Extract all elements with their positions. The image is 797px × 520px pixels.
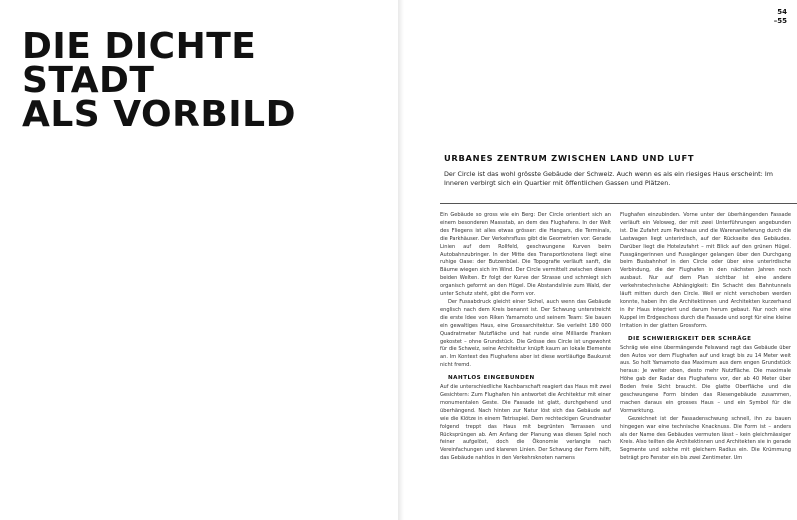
text-column-left — [440, 212, 611, 463]
page-number-end: –55 — [773, 17, 787, 25]
divider — [440, 203, 797, 204]
body-paragraph: Gezeichnet ist der Fassadenschwung schnell, ihn zu bauen hingegen war eine technische Knacknuss. Die Form ist – anders als der Name des Gebäudes vermuten lässt – kein gleichmässiger Kreis. Also teilten die Architektinnen und Architekten sie in gerade Segmente und solche mit gleichem Radius ein. Die Krümmung beträgt pro Fenster ein bis zwei Zentimeter. Um — [620, 415, 791, 462]
subheading: NAHTLOS EINGEBUNDEN — [448, 375, 535, 382]
body-paragraph: Der Fussabdruck gleicht einer Sichel, auch wenn das Gebäude englisch nach dem Kreis benannt ist. Der Schwung unterstreicht die erste Idee von Riken Yamamoto und seinem Team: Sie bauen ein gewaltiges Haus, eine Grossarchitektur. Sie verleiht 180 000 Quadratmeter Nutzfläche und hat runde eine Milliarde Franken gekostet – ohne Grundstück. Die Grösse des Circle ist ungewohnt für die Schweiz, seine Architektur knüpft kaum an lokale Elemente an. Im Kontext des Flughafens aber ist diese wortläufige Baukunst nicht fremd. — [440, 298, 611, 369]
page-number-start: 54 — [777, 8, 787, 16]
section-heading: URBANES ZENTRUM ZWISCHEN LAND UND LUFT — [444, 153, 695, 163]
subheading: DIE SCHWIERIGKEIT DER SCHRÄGE — [628, 335, 752, 342]
body-paragraph: Ein Gebäude so gross wie ein Berg: Der Circle orientiert sich an einem besonderen Massstab, an dem des Flughafens. In der Welt des Fliegens ist alles etwas grösser: die Hangars, die Terminals, die Parkhäuser. Der Verkehrsfluss gibt die Geometrien vor: Gerade Linien auf dem Rollfeld, geschwungene Kurven beim Autobahnzubringer. In der Mitte des Transportknotens liegt eine ruhige Oase: der Butzenbüel. Die Topografie verläuft sanft, die Bäume wiegen sich im Wind. Der Circle vermittelt zwischen diesen beiden Welten. Er folgt der Kurve der Strasse und schmiegt sich organisch geformt an den Hügel. Die Abstandslinie zum Wald, der unter Schutz steht, gibt die Form vor. — [440, 212, 611, 298]
title-line-3: ALS VORBILD — [22, 94, 296, 135]
page-title — [22, 26, 296, 135]
title-line-2: STADT — [22, 60, 155, 101]
body-paragraph: Flughafen einzubinden. Vorne unter der überhängenden Fassade verläuft ein Veloweg, der mit zwei Unterführungen angebunden ist. Die Zufahrt zum Parkhaus und die Warenanlieferung durch die Lastwagen liegt unterirdisch, auf der Rückseite des Gebäudes. Darüber liegt die Hotelzufahrt – mit Blick auf den grünen Hügel. Fussgängerinnen und Fussgänger gelangen über den Durchgang beim Busbahnhof in den Circle oder über eine unterirdische Verbindung, die der Flughafen in den nächsten Jahren noch ausbaut. Nur auf dem Plan sichtbar ist eine andere verkehrstechnische Abhängigkeit: Ein Schacht des Bahntunnels läuft mitten durch den Circle. Weil er nicht verschoben werden konnte, haben ihn die Architektinnen und Architekten kurzerhand in ihr Haus integriert und darum herum gebaut. Nur noch eine Kuppel im Erdgeschoss durch die Fassade und sorgt für eine kleine Irritation in der glatten Grossform. — [620, 212, 791, 329]
text-column-right — [620, 212, 791, 463]
right-page — [404, 0, 797, 520]
page-number — [774, 8, 787, 26]
lead-paragraph: Der Circle ist das wohl grösste Gebäude der Schweiz. Auch wenn es als ein riesiges Haus erscheint: Im Inneren verbirgt sich ein Quartier mit öffentlichen Gassen und Plätzen. — [444, 170, 773, 188]
body-paragraph: Auf die unterschiedliche Nachbarschaft reagiert das Haus mit zwei Gesichtern: Zum Flughafen hin antwortet die Architektur mit einer monumentalen Geste. Die Fassade ist glatt, durchgehend und überhängend. Nach hinten zur Natur löst sich das Gebäude auf wie die Klötze in einem Tetrisspiel. Dem rechteckigen Grundraster folgend treppt das Haus mit begrünten Terrassen und Rücksprüngen ab. Am Anfang der Planung was dieses Spiel noch feiner aufgelöst, doch die Ökonomie verlangte nach Vereinfachungen und klareren Linien. Der Schwung der Form hilft, das Gebäude nahtlos in den Verkehrsknoten namens — [440, 384, 611, 462]
title-line-1: DIE DICHTE — [22, 26, 257, 67]
body-paragraph: Schräg wie eine übermängende Felswand ragt das Gebäude über den Autos vor dem Flughafen auf und kragt bis zu 14 Meter weit aus. So holt Yamamoto das Maximum aus dem engen Grundstück heraus: Je weiter oben, desto mehr Nutzfläche. Die maximale Höhe gab der Radar des Flughafens vor, der ab 40 Meter über Boden freie Sicht braucht. Die glatte Oberfläche und die geschwungene Form binden das Riesengebäude zusammen, machen daraus ein grosses Haus – und ein Symbol für die Vormarktung. — [620, 344, 791, 414]
left-page — [0, 0, 398, 520]
